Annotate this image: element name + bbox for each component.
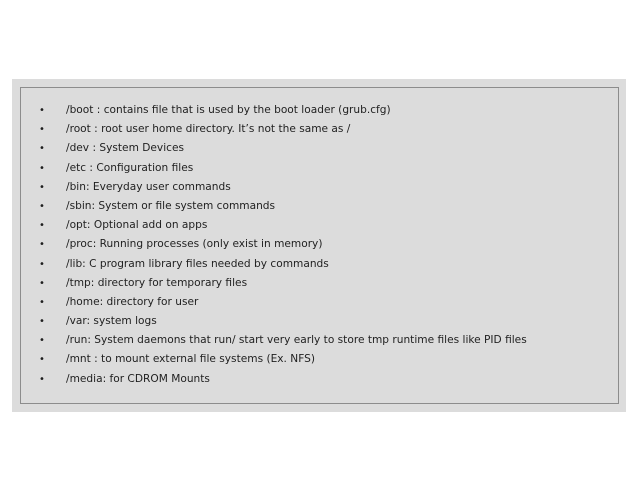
list-item [39,139,527,158]
list-item-text: /bin: Everyday user commands [66,180,231,193]
list-item [39,331,527,350]
bullet: • [39,105,45,116]
list-item [39,312,527,331]
list-item-text: /dev : System Devices [66,142,185,155]
list-item-text: /run: System daemons that run/ start very early to store tmp runtime files like PID files [66,334,527,347]
list-item-text: /proc: Running processes (only exist in memory) [66,238,323,251]
list-item-text: /etc : Configuration files [66,161,194,174]
list-item [39,216,527,235]
list-item [39,255,527,274]
list-item-text: /home: directory for user [66,295,199,308]
list-item-text: /sbin: System or file system commands [66,199,276,212]
list-item [39,197,527,216]
bullet: • [39,258,45,270]
bullet: • [39,296,45,308]
list-item-text: /root : root user home directory. It’s not the same as / [66,123,351,136]
bullet: • [39,373,45,385]
bullet: • [39,181,45,193]
bullet: • [39,200,45,212]
list-item [39,159,527,178]
bullet: • [39,316,45,328]
list-item-text: /mnt : to mount external file systems (Ex. NFS) [66,353,315,366]
content-panel [12,79,626,412]
list-item-text: /media: for CDROM Mounts [66,372,210,385]
list-item [39,293,527,312]
list-item [39,274,527,293]
list-item-text: /boot : contains file that is used by the boot loader (grub.cfg) [66,104,391,116]
panel-border [20,87,619,404]
list-item [39,178,527,197]
bullet: • [39,277,45,289]
bullet: • [39,354,45,366]
bullet: • [39,239,45,251]
list-item [39,370,527,389]
bullet: • [39,335,45,347]
directory-list [39,101,527,389]
list-item [39,235,527,254]
bullet: • [39,143,45,155]
list-item-text: /var: system logs [66,315,157,328]
list-item [39,120,527,139]
bullet: • [39,162,45,174]
bullet: • [39,220,45,232]
list-item-text: /tmp: directory for temporary files [66,276,248,289]
list-item-text: /lib: C program library files needed by commands [66,257,329,270]
list-item-text: /opt: Optional add on apps [66,219,208,232]
list-item [39,350,527,369]
list-item [39,101,527,120]
bullet: • [39,124,45,136]
